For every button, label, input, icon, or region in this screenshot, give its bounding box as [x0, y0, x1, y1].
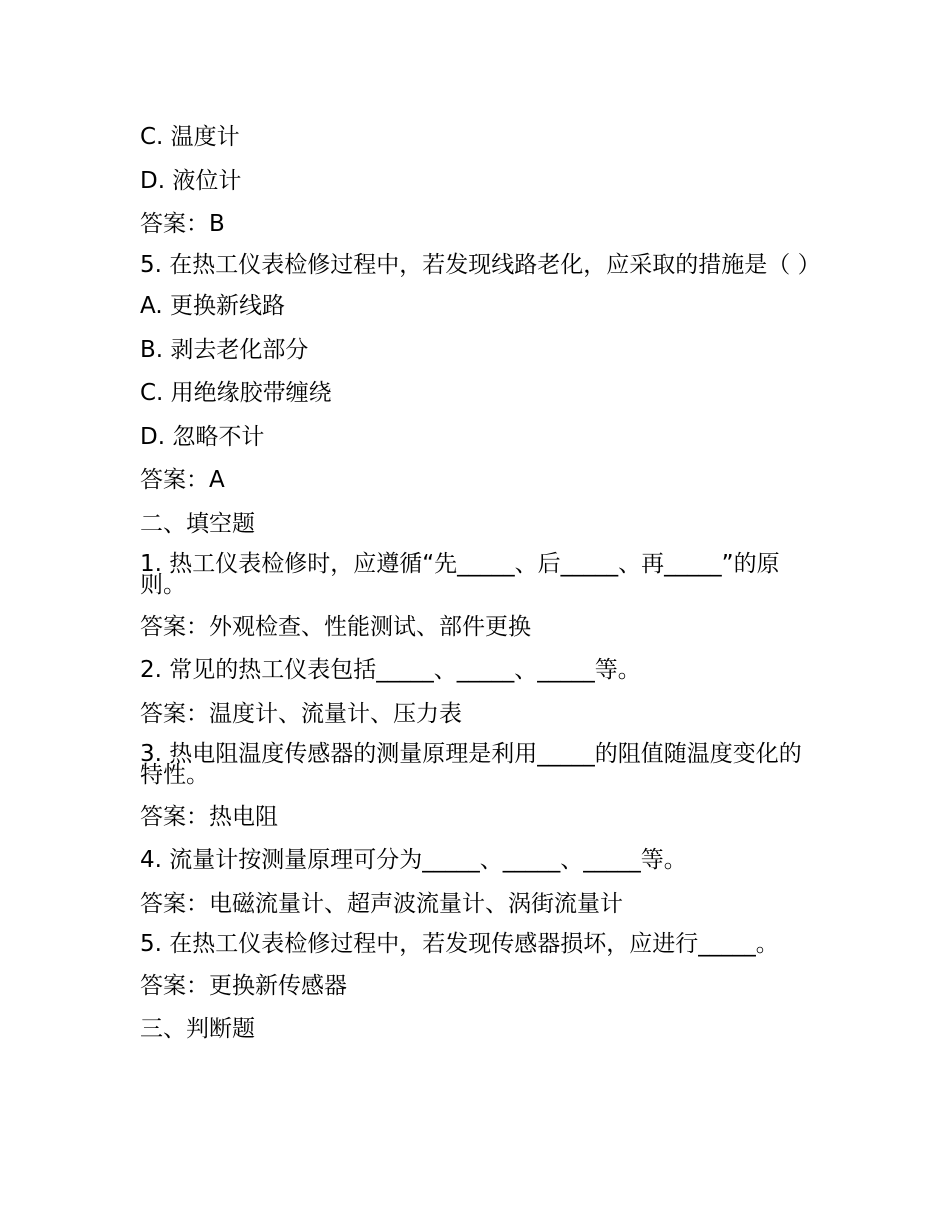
option-c-thermometer: C. 温度计: [140, 124, 240, 150]
fill-question-5: 5. 在热工仪表检修过程中，若发现传感器损坏，应进行_____。: [140, 931, 779, 957]
section-heading-true-false: 三、判断题: [140, 1016, 255, 1042]
section-heading-fill-in: 二、填空题: [140, 510, 255, 537]
fill-question-3: 3. 热电阻温度传感器的测量原理是利用_____的阻值随温度变化的特性。: [140, 741, 802, 788]
answer-line: 答案：温度计、流量计、压力表: [140, 700, 462, 727]
answer-line: 答案：更换新传感器: [140, 972, 347, 999]
option-d-level-gauge: D. 液位计: [140, 167, 242, 194]
answer-line: 答案：电磁流量计、超声波流量计、涡街流量计: [140, 890, 623, 917]
answer-line: 答案：热电阻: [140, 803, 278, 830]
answer-line: 答案：A: [140, 467, 225, 493]
option-c: C. 用绝缘胶带缠绕: [140, 380, 332, 406]
fill-question-2: 2. 常见的热工仪表包括_____、_____、_____等。: [140, 657, 641, 683]
option-d: D. 忽略不计: [140, 423, 265, 450]
option-a: A. 更换新线路: [140, 293, 285, 319]
fill-question-4: 4. 流量计按测量原理可分为_____、_____、_____等。: [140, 847, 687, 873]
document-body: [140, 124, 820, 1060]
fill-question-1: 1. 热工仪表检修时，应遵循“先_____、后_____、再_____”的原则。: [140, 551, 780, 598]
answer-line: 答案：B: [140, 211, 225, 237]
answer-line: 答案：外观检查、性能测试、部件更换: [140, 613, 531, 640]
option-b: B. 剥去老化部分: [140, 336, 309, 363]
question-5-wiring-aging: 5. 在热工仪表检修过程中，若发现线路老化，应采取的措施是（ ）: [140, 251, 821, 278]
